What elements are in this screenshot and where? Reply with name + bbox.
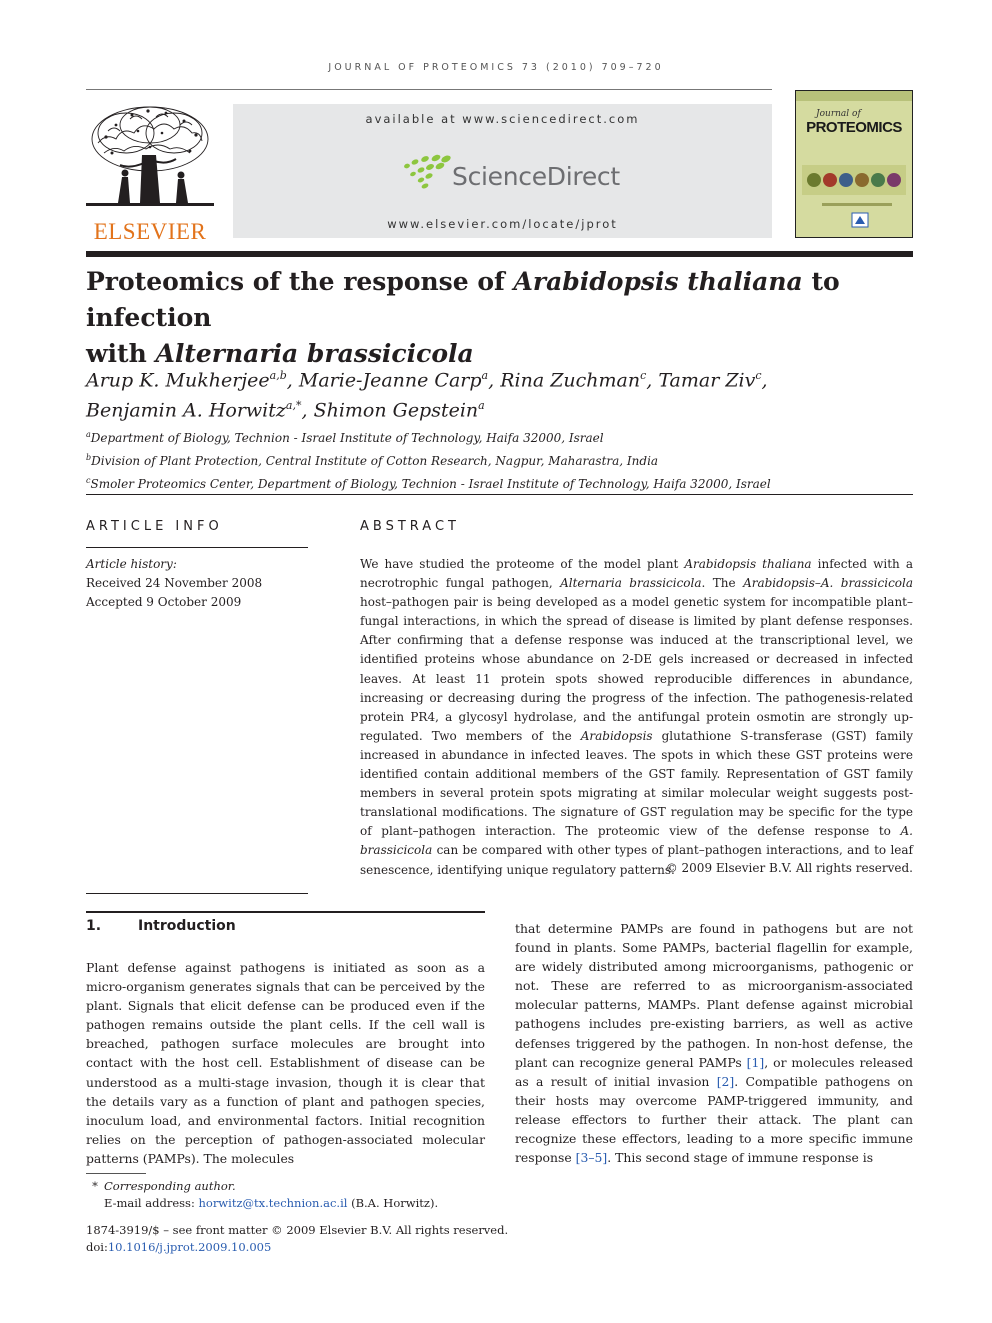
title-part: with xyxy=(86,339,156,368)
affiliation-sup: a xyxy=(86,430,91,439)
author-name[interactable]: Shimon Gepstein xyxy=(313,399,479,422)
citation-link[interactable]: [1] xyxy=(746,1054,765,1070)
corresponding-footnote xyxy=(86,1178,686,1212)
affiliations xyxy=(86,425,916,494)
abstract-text: . The xyxy=(701,576,744,591)
author-affil-sup: a xyxy=(481,369,489,382)
author-list xyxy=(86,363,916,424)
journal-running-header: JOURNAL OF PROTEOMICS 73 (2010) 709–720 xyxy=(328,62,664,73)
affiliation-sup: c xyxy=(86,476,91,485)
author-affil-sup: a xyxy=(478,399,485,413)
author-affil-sup-text: a, xyxy=(285,399,296,413)
abstract-italic: Arabidopsis thaliana xyxy=(684,557,812,571)
received-date: Received 24 November 2008 xyxy=(86,576,263,590)
section-title: Introduction xyxy=(138,918,236,934)
abstract-italic: Arabidopsis xyxy=(580,728,653,743)
title-species-arabidopsis: Arabidopsis thaliana xyxy=(513,267,803,296)
doi-line xyxy=(86,1239,686,1256)
issn-doi-block xyxy=(86,1222,686,1256)
body-text: . Compatible pathogens on their hosts may overcome PAMP-triggered immunity, and release effectors to further their attack. The plant can recognize these effectors, leading to a more specific immune response xyxy=(515,1073,914,1166)
citation-link[interactable]: [2] xyxy=(716,1073,735,1089)
intro-left-column: Plant defense against pathogens is initiated as soon as a micro-organism generates signals that can be perceived by the plant. Signals that elicit defense can be produced even if the pathogen remains outside the plant cells. If the cell wall is breached, pathogen surface molecules are brought into contact with the host cell. Establishment of disease can be understood as a multi-stage invasion, though it is clear that the details vary as a function of plant and pathogen species, inoculum load, and environmental factors. Initial recognition relies on the perception of pathogen-associated molecular patterns (PAMPs). The molecules xyxy=(86,960,485,1166)
abstract-italic: Arabidopsis–A. brassicicola xyxy=(743,576,914,591)
affiliation-text: Department of Biology, Technion - Israel Institute of Technology, Haifa 32000, Israel xyxy=(90,431,604,445)
abstract-italic: A. brassicicola xyxy=(360,824,913,858)
cover-top-band xyxy=(796,91,912,101)
affiliation-text: Division of Plant Protection, Central Institute of Cotton Research, Nagpur, Maharastra, India xyxy=(91,454,659,468)
email-line xyxy=(86,1195,686,1212)
email-suffix: (B.A. Horwitz). xyxy=(347,1196,439,1210)
elsevier-logo[interactable] xyxy=(86,103,214,244)
author-separator: , xyxy=(488,369,501,392)
article-info-bottom-rule xyxy=(86,893,308,894)
available-at-text[interactable]: available at www.sciencedirect.com xyxy=(365,112,640,126)
article-info-rule xyxy=(86,547,308,548)
article-history xyxy=(86,555,308,612)
author-name[interactable]: Marie-Jeanne Carp xyxy=(298,369,482,392)
elsevier-tree-icon xyxy=(86,103,214,215)
author-affil-sup: c xyxy=(755,369,762,382)
affiliation-sup: b xyxy=(86,453,92,462)
header-rule xyxy=(86,89,772,90)
abstract-text: can be compared with other types of plant–pathogen interactions, and to leaf senescence, identifying unique regulatory patterns. xyxy=(360,843,913,877)
doi-label: doi: xyxy=(86,1240,108,1254)
body-text: . This second stage of immune response is xyxy=(607,1150,874,1166)
author-affil-sup xyxy=(286,399,302,412)
elsevier-url-text[interactable]: www.elsevier.com/locate/jprot xyxy=(387,217,618,231)
abstract-heading: ABSTRACT xyxy=(360,519,460,534)
email-label: E-mail address: xyxy=(104,1196,199,1210)
author-separator: , xyxy=(286,369,299,392)
author-affil-sup: a,b xyxy=(269,369,287,382)
cover-artwork-icon xyxy=(802,161,906,231)
body-text: , or molecules released as a result of initial invasion xyxy=(515,1054,914,1089)
email-link[interactable]: horwitz@tx.technion.ac.il xyxy=(198,1196,348,1210)
sciencedirect-leaf-icon xyxy=(399,154,453,190)
doi-link[interactable]: 10.1016/j.jprot.2009.10.005 xyxy=(107,1240,272,1254)
author-affil-sup: c xyxy=(640,369,647,382)
intro-heading xyxy=(86,918,485,934)
elsevier-wordmark: ELSEVIER xyxy=(93,219,207,244)
intro-right-column xyxy=(515,919,913,1167)
affiliation-divider xyxy=(86,494,913,495)
author-name[interactable]: Rina Zuchman xyxy=(500,369,641,392)
corresponding-label: Corresponding author. xyxy=(104,1179,236,1193)
sciencedirect-banner[interactable] xyxy=(233,104,772,238)
title-part: Proteomics of the response of xyxy=(86,267,514,296)
corresponding-star[interactable]: * xyxy=(295,399,302,413)
author-name[interactable]: Benjamin A. Horwitz xyxy=(86,399,286,422)
article-title xyxy=(86,264,916,372)
author-separator: , xyxy=(646,369,659,392)
abstract-text: host–pathogen pair is being developed as a model genetic system for incompatible plant–fungal interactions, in which the spread of disease is limited by plant defense responses. After confirming that a defense response was induced at the transcriptional level, we identified proteins whose abundance on 2-DE gels increased or decreased in infected leaves. At least 11 protein spots showed reproducible differences in abundance, increasing or decreasing during the progress of the infection. The pathogenesis-related protein PR4, a glycosyl hydrolase, and the antifungal protein osmotin are strongly up-regulated. Two members of the xyxy=(360,595,913,743)
author-separator: , xyxy=(761,369,768,392)
title-divider xyxy=(86,251,913,257)
affiliation-item xyxy=(86,448,916,471)
article-info-heading: ARTICLE INFO xyxy=(86,519,223,534)
author-name[interactable]: Tamar Ziv xyxy=(658,369,756,392)
abstract-copyright: © 2009 Elsevier B.V. All rights reserved. xyxy=(665,861,913,875)
journal-cover-thumbnail[interactable] xyxy=(795,90,913,238)
affiliation-item xyxy=(86,425,916,448)
affiliation-text: Smoler Proteomics Center, Department of Biology, Technion - Israel Institute of Technology, Haifa 32000, Israel xyxy=(90,477,771,491)
issn-line: 1874-3919/$ – see front matter © 2009 Elsevier B.V. All rights reserved. xyxy=(86,1223,509,1237)
abstract-text: glutathione S-transferase (GST) family increased in abundance in infected leaves. The spots in which these GST proteins were identified contain additional members of the GST family. Representation of GST family members in several protein spots migrating at similar molecular weight suggests post-translational modifications. The signature of GST regulation may be specific for the type of plant–pathogen interaction. The proteomic view of the defense response to xyxy=(360,728,913,839)
corresponding-line xyxy=(86,1178,686,1195)
title-species-alternaria: Alternaria brassicicola xyxy=(155,339,474,368)
intro-top-rule xyxy=(86,911,485,913)
citation-link[interactable]: [3–5] xyxy=(575,1150,608,1166)
abstract-body xyxy=(360,555,913,880)
section-number: 1. xyxy=(86,918,102,934)
author-name[interactable]: Arup K. Mukherjee xyxy=(86,369,270,392)
author-separator: , xyxy=(301,399,314,422)
abstract-text: infected with a necrotrophic fungal pathogen, xyxy=(360,557,913,591)
accepted-date: Accepted 9 October 2009 xyxy=(86,595,242,609)
abstract-text: We have studied the proteome of the model plant xyxy=(360,557,685,571)
cover-journal-of: Journal of xyxy=(816,109,861,119)
title-part: to infection xyxy=(86,267,840,332)
cover-title: PROTEOMICS xyxy=(806,119,902,136)
body-text: that determine PAMPs are found in pathogens but are not found in plants. Some PAMPs, bacterial flagellin for example, are widely distributed among microorganisms, pathogenic or not. These are referred to as microorganism-associated molecular patterns, MAMPs. Plant defense against microbial pathogens includes pre-existing barriers, as well as active defenses triggered by the pathogen. In non-host defense, the plant can recognize general PAMPs xyxy=(515,921,913,1070)
affiliation-item xyxy=(86,471,916,494)
footnote-star: * xyxy=(92,1179,98,1193)
abstract-italic: Alternaria brassicicola xyxy=(560,576,702,591)
footnote-rule xyxy=(86,1173,146,1174)
history-label: Article history: xyxy=(86,557,177,571)
sciencedirect-wordmark: ScienceDirect xyxy=(452,162,620,191)
